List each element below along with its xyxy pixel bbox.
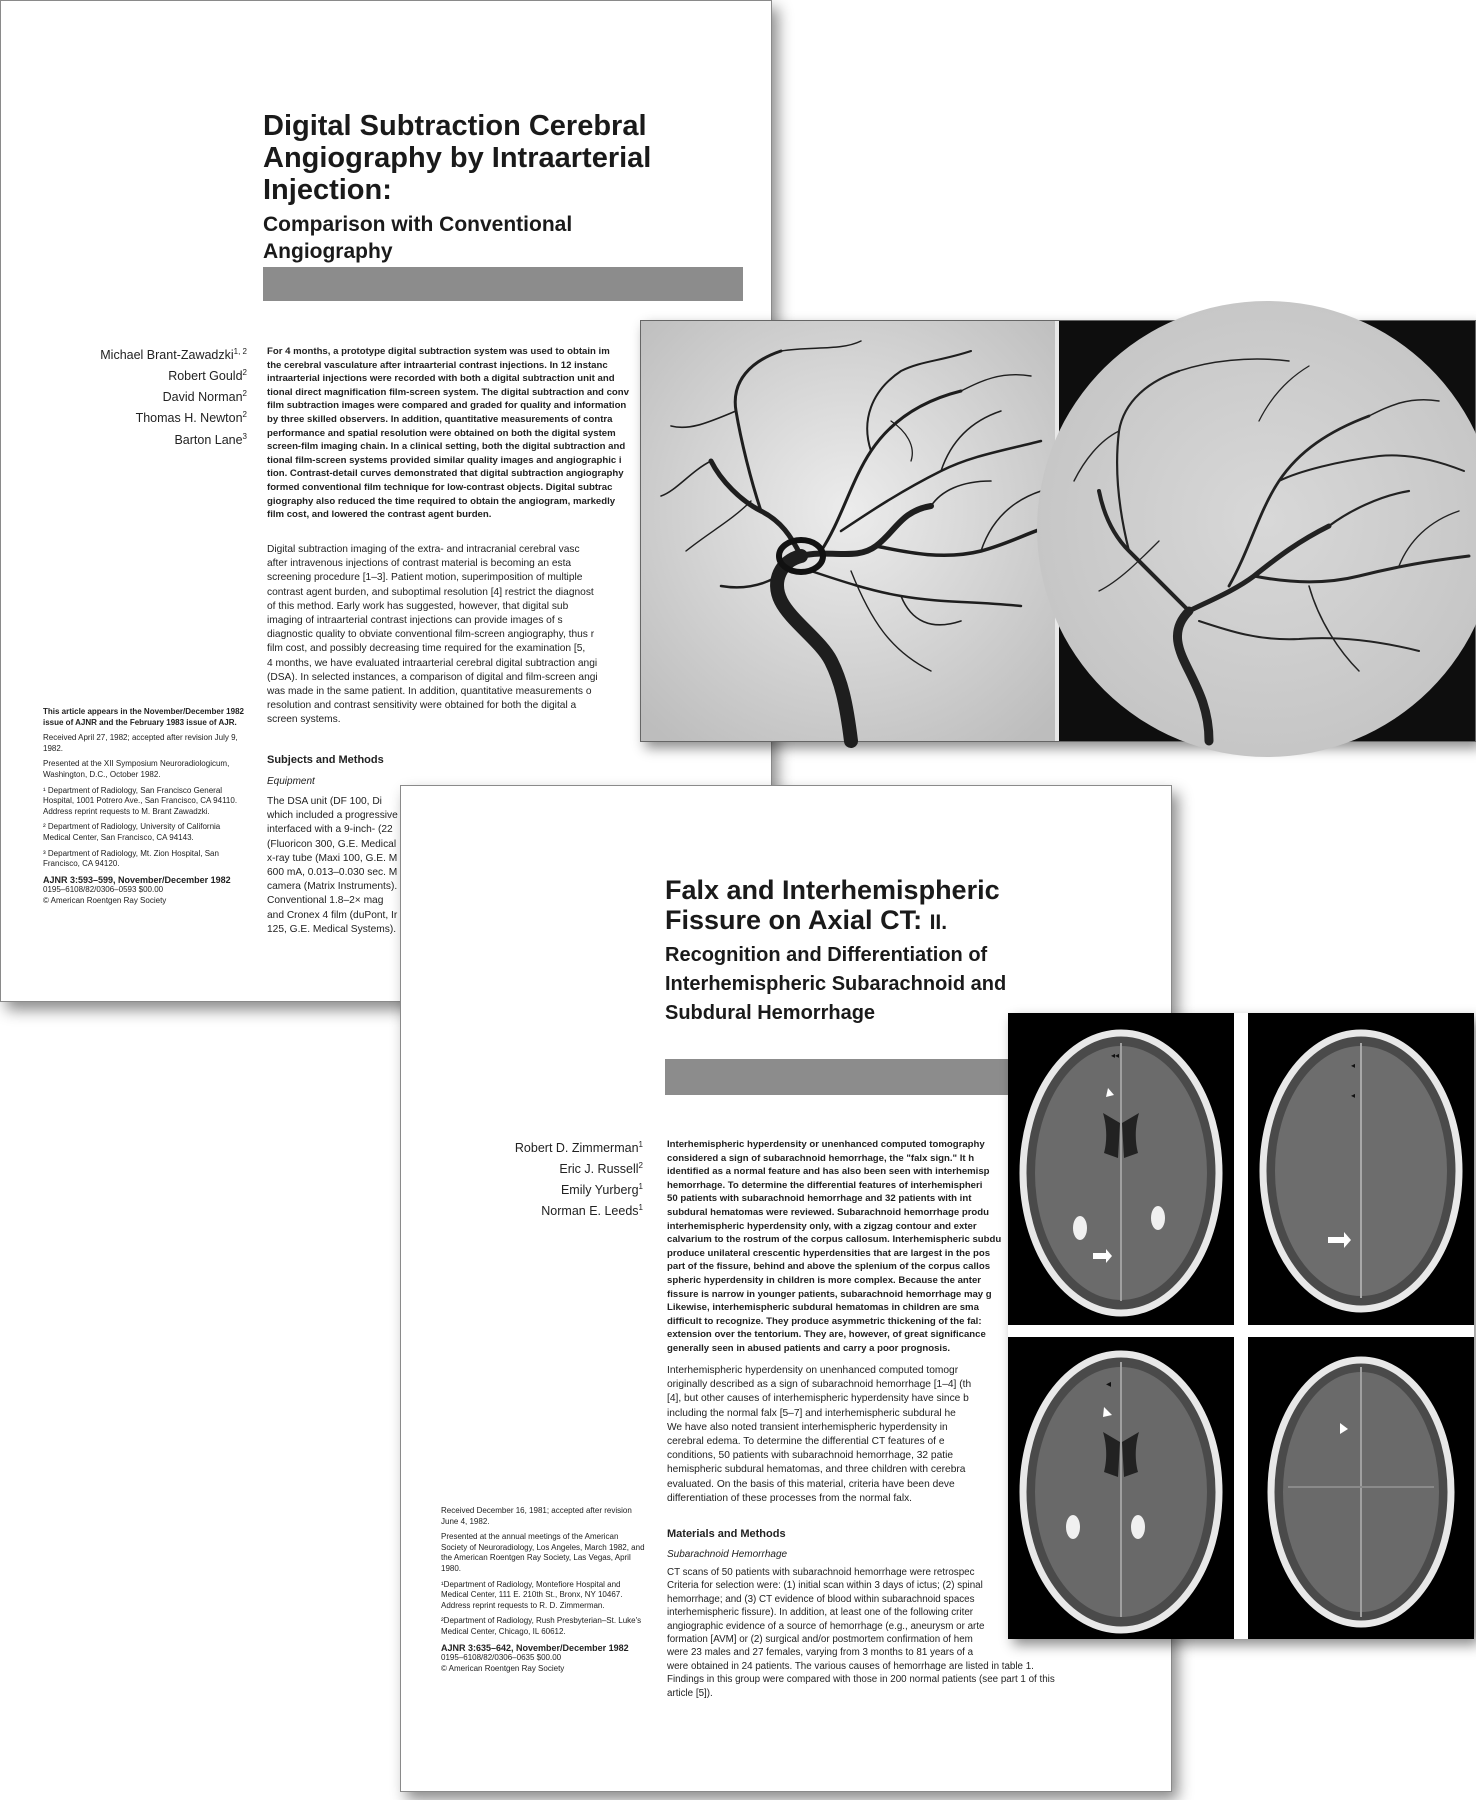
introduction: Digital subtraction imaging of the extra- and intracranial cerebral vasc after intravenous injections of contrast material is becoming an esta screening procedure [1–3]. Patient motion, superimposition of multiple contrast agent burden, and suboptimal resolution [4] restrict the diagnost of this method. Early work has suggested, however, that digital sub imaging of intraarterial contrast injections can provide images of s diagnostic quality to obviate conventional film-screen angiography, thus r film cost, and possibly decreasing time required for the examination [5, 4 months, we have evaluated intraarterial cerebral digital subtraction angi (DSA). In selected instances, a comparison of digital and film-screen angi was made in the same patient. In addition, quantitative measurements o resolution and contrast sensitivity were obtained for both the digital a screen systems. — [267, 544, 598, 726]
author: David Norman$^2$ — [162, 389, 247, 405]
angiogram-right-panel — [1059, 321, 1475, 741]
author: Robert Gould$^2$ — [168, 368, 247, 384]
ct-figure — [1008, 1013, 1474, 1639]
svg-text:◂: ◂ — [1106, 1379, 1112, 1390]
svg-text:◂: ◂ — [1351, 1091, 1356, 1100]
footnote: ³ Department of Radiology, Mt. Zion Hospital, San Francisco, CA 94120. — [43, 848, 219, 869]
ct-scan-top-right — [1248, 1013, 1474, 1325]
angiogram-figure — [640, 320, 1476, 742]
footnote: Presented at the annual meetings of the American Society of Neuroradiology, Los Angeles, March 1982, and the American Roentgen Ray Society, Las Vegas, April 1980. — [441, 1532, 645, 1573]
title-part-number: II. — [929, 910, 948, 934]
svg-text:◂: ◂ — [1351, 1061, 1356, 1070]
title-rule — [263, 267, 743, 301]
ct-scan-top-left — [1008, 1013, 1234, 1325]
footnotes — [441, 1506, 645, 1674]
issn: 0195–6108/82/0306–0635 $00.00 — [441, 1653, 562, 1663]
svg-text:◂◂: ◂◂ — [1111, 1051, 1120, 1060]
footnote: Received December 16, 1981; accepted after revision June 4, 1982. — [441, 1506, 632, 1526]
abstract: Interhemispheric hyperdensity or unenhanced computed tomography considered a sign of subarachnoid hemorrhage, the "falx sign." It h identified as a normal feature and has also been seen with interhemisp hemorrhage. To determine the differential features of interhemispheri 50 patients with subarachnoid hemorrhage and 32 patients with int subdural hematomas were reviewed. Subarachnoid hemorrhage produ interhemispheric hyperdensity only, with a zigzag contour and exter calvarium to the rostrum of the corpus callosum. Interhemispheric subdu produce unilateral crescentic hyperdensities that are largest in the pos part of the fissure, behind and above the splenium of the corpus callos spheric hyperdensity in children is more complex. Because the anter fissure is narrow in younger patients, subarachnoid hemorrhage may g Likewise, interhemispheric subdural hematomas in children are sma difficult to recognize. They produce asymmetric thickening of the fal: extension over the tentorium. They are, however, of great significance generally seen in abused patients and carry a poor prognosis. — [667, 1139, 1002, 1354]
footnote: ¹Department of Radiology, Montefiore Hospital and Medical Center, 111 E. 210th St., Bronx, NY 10467. Address reprint requests to R. D. Zimmerman. — [441, 1579, 623, 1610]
footnote: ² Department of Radiology, University of California Medical Center, San Francisco, CA 94143. — [43, 822, 221, 842]
author: Emily Yurberg$^1$ — [560, 1182, 643, 1198]
section-heading: Subjects and Methods — [267, 754, 384, 766]
copyright: © American Roentgen Ray Society — [43, 895, 167, 905]
author: Eric J. Russell$^2$ — [559, 1161, 643, 1177]
subsection-heading: Equipment — [267, 776, 315, 787]
footnotes — [43, 707, 249, 907]
footnote: ²Department of Radiology, Rush Presbyterian–St. Luke's Medical Center, Chicago, IL 60612. — [441, 1616, 642, 1636]
footnote: ¹ Department of Radiology, San Francisco General Hospital, 1001 Potrero Ave., San Francisco, CA 94110. Address reprint requests to M. Brant Zawadzki. — [43, 785, 238, 816]
issn: 0195–6108/82/0306–0593 $00.00 — [43, 885, 164, 895]
section-heading: Materials and Methods — [667, 1528, 786, 1540]
title-main: Falx and Interhemispheric Fissure on Axial CT: II. — [665, 875, 1000, 935]
methods-text: CT scans of 50 patients with subarachnoid hemorrhage were retrospec Criteria for selection were: (1) initial scan within 3 days of ictus; (2) spinal hemorrhage; and (3) CT evidence of blood within subarachnoid spaces interhemispheric fissure). In addition, at least one of the following criter angiographic evidence of a source of hemorrhage (e.g., aneurysm or arte formation [AVM] or (2) surgical and/or postmortem confirmation of hem were 23 males and 27 females, varying from 3 months to 81 years of a were obtained in 24 patients. The various causes of hemorrhage are listed in table 1. Findings in this group were compared with those in 200 normal patients (see part 1 of this article [5]). — [667, 1567, 1055, 1699]
author: Norman E. Leeds$^1$ — [541, 1203, 643, 1219]
title-subtitle: Recognition and Differentiation of Interhemispheric Subarachnoid and Subdural Hemorrhage — [665, 944, 1007, 1025]
author-list — [41, 343, 247, 449]
footnote: This article appears in the November/December 1982 issue of AJNR and the February 1983 issue of AJR. — [43, 707, 244, 727]
title-subtitle: Comparison with Conventional Angiography — [263, 212, 573, 263]
ct-scan-bottom-right — [1248, 1337, 1474, 1639]
paper-title — [665, 876, 1065, 1028]
footnote: Presented at the XII Symposium Neuroradiologicum, Washington, D.C., October 1982. — [43, 759, 230, 779]
footnote: Received April 27, 1982; accepted after revision July 9, 1982. — [43, 733, 238, 753]
author-list — [431, 1136, 643, 1221]
citation: AJNR 3:635–642, November/December 1982 — [441, 1642, 629, 1653]
angiogram-left-panel — [641, 321, 1055, 741]
author: Michael Brant-Zawadzki$^{1, 2}$ — [100, 347, 247, 363]
author: Thomas H. Newton$^2$ — [135, 410, 247, 426]
introduction: Interhemispheric hyperdensity on unenhanced computed tomogr originally described as a sign of subarachnoid hemorrhage [1–4] (th [4], but other causes of interhemispheric hyperdensity have since b including the normal falx [5–7] and interhemispheric subdural he We have also noted transient interhemispheric hyperdensity in cerebral edema. To determine the differential CT features of e conditions, 50 patients with subarachnoid hemorrhage, 32 patie hemispheric subdural hematomas, and three children with cerebra evaluated. On the basis of this material, criteria have been deve differentiation of these processes from the normal falx. — [667, 1365, 972, 1504]
citation: AJNR 3:593–599, November/December 1982 — [43, 874, 231, 885]
paper-title — [263, 111, 683, 265]
copyright: © American Roentgen Ray Society — [441, 1663, 565, 1673]
author: Barton Lane$^3$ — [174, 431, 247, 447]
abstract: For 4 months, a prototype digital subtraction system was used to obtain im the cerebral vasculature after intraarterial contrast injections. In 12 instanc intraarterial injections were recorded with both a digital subtraction unit and tional direct magnification film-screen system. The digital subtraction and conv film subtraction images were compared and graded for quality and information by three skilled observers. In addition, quantitative measurements of contra performance and spatial resolution were obtained on both the digital system screen-film imaging chain. In a clinical setting, both the digital subtraction and tional film-screen systems provided similar quality images and angiographic i tion. Contrast-detail curves demonstrated that digital subtraction angiography formed conventional film technique for low-contrast objects. Digital subtrac giography also reduced the time required to obtain the angiogram, markedly film cost, and lowered the contrast agent burden. — [267, 346, 629, 521]
ct-scan-bottom-left — [1008, 1337, 1234, 1639]
subsection-heading: Subarachnoid Hemorrhage — [667, 1549, 788, 1560]
methods-text: The DSA unit (DF 100, Di which included a progressive interfaced with a 9-inch- (22 (Fluoricon 300, G.E. Medical x-ray tube (Maxi 100, G.E. M 600 mA, 0.013–0.030 sec. M camera (Matrix Instruments). Conventional 1.8–2× mag and Cronex 4 film (duPont, Ir 125, G.E. Medical Systems). — [267, 796, 398, 935]
title-main: Digital Subtraction Cerebral Angiography by Intraarterial Injection: — [263, 110, 652, 206]
author: Robert D. Zimmerman$^1$ — [514, 1140, 643, 1156]
